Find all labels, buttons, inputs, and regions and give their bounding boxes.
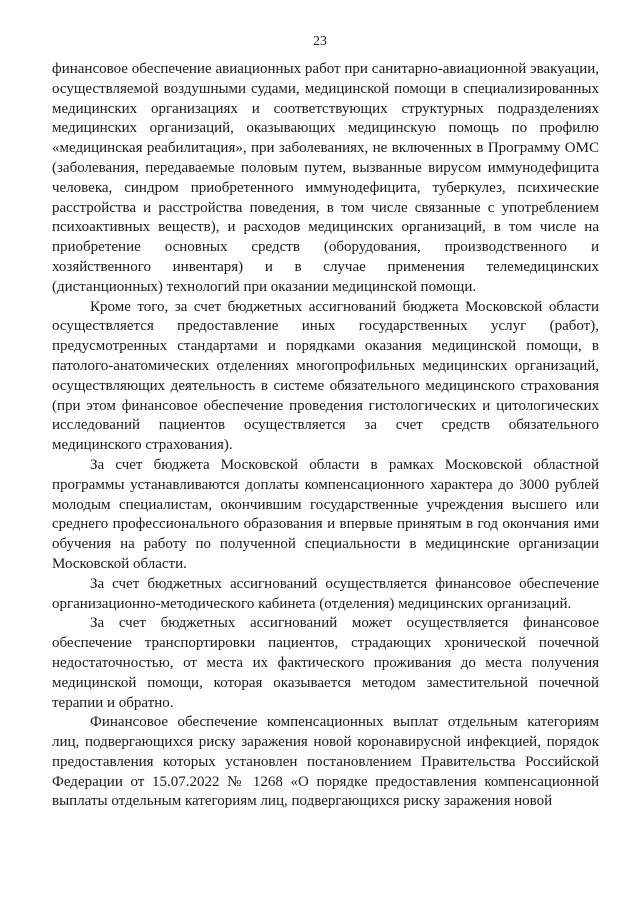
paragraph-continued-financing: финансовое обеспечение авиационных работ при санитарно-авиационной эвакуации, осуществляемой воздушными судами, медицинской помощи в специализированных медицинских организациях и соответствующих структурных подразделениях медицинских организаций, оказывающих медицинскую помощь по профилю «медицинская реабилитация», при заболеваниях, не включенных в Программу ОМС (заболевания, передаваемые половым путем, вызванные вирусом иммунодефицита человека, синдром приобретенного иммунодефицита, туберкулез, психические расстройства и расстройства поведения, в том числе связанные с употреблением психоактивных веществ), и расходов медицинских организаций, в том числе на приобретение основных средств (оборудования, производственного и хозяйственного инвентаря) и в случае применения телемедицинских (дистанционных) технологий при оказании медицинской помощи.: [52, 61, 599, 295]
paragraph-methodological-office: За счет бюджетных ассигнований осуществляется финансовое обеспечение организационно-методического кабинета (отделения) медицинских организаций.: [52, 575, 599, 612]
paragraph-covid-compensation: Финансовое обеспечение компенсационных выплат отдельным категориям лиц, подвергающихся риску заражения новой коронавирусной инфекцией, порядок предоставления которых установлен постановлением Правительства Российской Федерации от 15.07.2022 № 1268 «О порядке предоставления компенсационной выплаты отдельным категориям лиц, подвергающихся риску заражения новой: [52, 714, 599, 810]
paragraph-patient-transportation: За счет бюджетных ассигнований может осуществляется финансовое обеспечение транспортировки пациентов, страдающих хронической почечной недостаточностью, от места их фактического проживания до места получения медицинской помощи, которая оказывается методом заместительной почечной терапии и обратно.: [52, 615, 599, 711]
page-number: 23: [313, 34, 327, 49]
paragraph-pathology-services: Кроме того, за счет бюджетных ассигнований бюджета Московской области осуществляется предоставление иных государственных услуг (работ), предусмотренных стандартами и порядками оказания медицинской помощи, в патолого-анатомических отделениях многопрофильных медицинских организаций, осуществляющих деятельность в системе обязательного медицинского страхования (при этом финансовое обеспечение проведения гистологических и цитологических исследований пациентов осуществляется за счет средств обязательного медицинского страхования).: [52, 298, 599, 454]
paragraph-young-specialists-payments: За счет бюджета Московской области в рамках Московской областной программы устанавливаются доплаты компенсационного характера до 3000 рублей молодым специалистам, окончившим государственные учреждения высшего или среднего профессионального образования и впервые принятым в год окончания ими обучения на работу по полученной специальности в медицинские организации Московской области.: [52, 456, 599, 572]
document-body: [52, 60, 599, 812]
